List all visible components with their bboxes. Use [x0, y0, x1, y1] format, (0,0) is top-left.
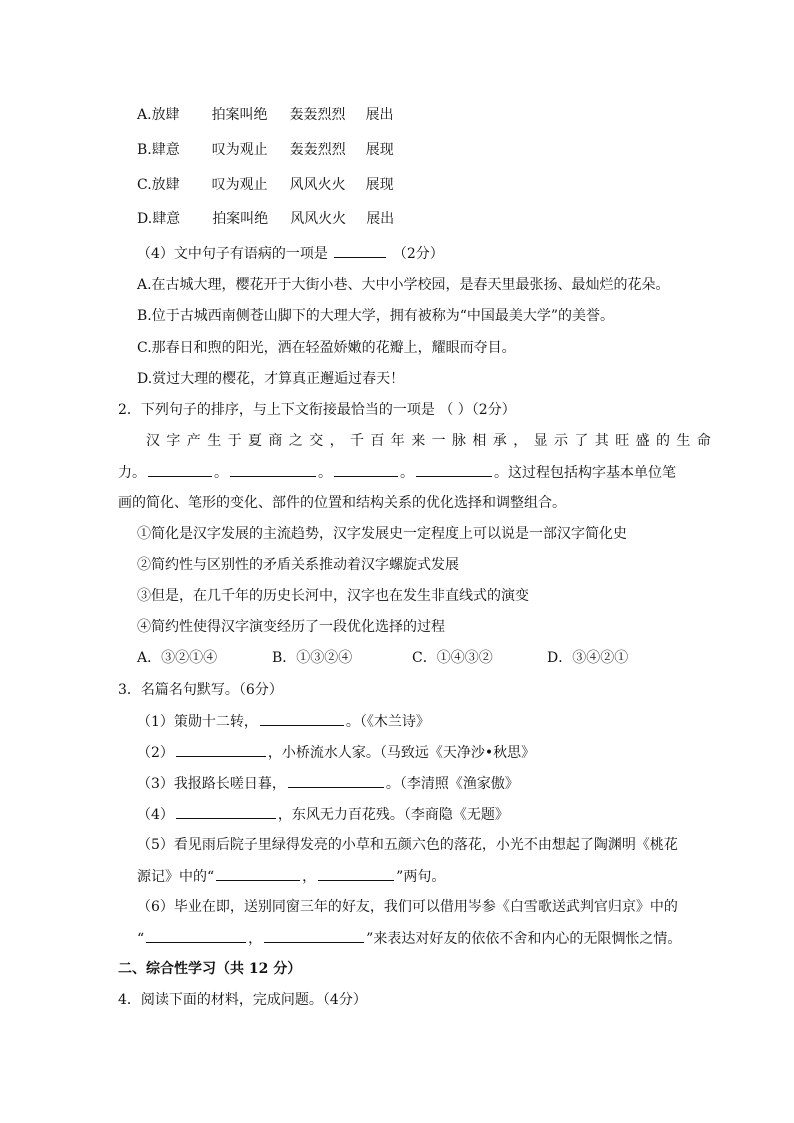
choice-word-1: 放肆: [151, 177, 180, 193]
sentence-text: （4）: [137, 807, 174, 823]
q2-paragraph-line-2: [118, 462, 676, 483]
choice-word-2: 拍案叫绝: [212, 211, 269, 227]
sentence-text: 。（《木兰诗》: [345, 714, 430, 730]
sentence-text: ，小桥流水人家。（马致远《天净沙•秋思》: [267, 745, 536, 761]
choice-letter: C.: [137, 177, 152, 193]
sentence-text: ”来表达对好友的依依不舍和内心的无限惆怅之情。: [366, 931, 682, 947]
order-blank-2[interactable]: [230, 462, 316, 477]
q2-answer-choices: [137, 648, 628, 668]
fill-blank[interactable]: [288, 773, 384, 788]
order-blank-1[interactable]: [148, 462, 212, 477]
paragraph-text: 。: [400, 465, 414, 481]
sentence-text: “: [137, 931, 145, 947]
answer-choice-c[interactable]: C．①④③②: [412, 650, 493, 666]
sentence-text: ”两句。: [396, 869, 446, 885]
choice-row-a: [137, 105, 394, 125]
choice-word-1: 放肆: [151, 107, 180, 123]
choice-word-2: 拍案叫绝: [211, 107, 268, 123]
choice-word-2: 叹为观止: [211, 177, 268, 193]
q3-sentence-3: [137, 773, 519, 794]
fill-blank[interactable]: [216, 866, 300, 881]
choice-word-4: 展现: [365, 177, 394, 193]
sentence-text: （3）我报路长嗟日暮，: [137, 776, 286, 792]
answer-blank[interactable]: [334, 243, 386, 258]
q3-sentence-1: [137, 711, 430, 732]
question-text: （4）文中句子有语病的一项是: [137, 246, 328, 262]
sentence-text: ，: [302, 869, 317, 885]
fill-blank[interactable]: [264, 928, 364, 943]
sentence-text: ，东风无力百花残。（李商隐《无题》: [277, 807, 509, 823]
q3-sentence-6-line-2: [137, 928, 681, 949]
choice-letter: D.: [137, 211, 153, 227]
q3-sentence-6-line-1: （6）毕业在即，送别同窗三年的好友，我们可以借用岑参《白雪歌送武判官归京》中的: [137, 899, 678, 915]
fill-blank[interactable]: [176, 742, 266, 757]
answer-choice-a[interactable]: A．③②①④: [137, 650, 218, 666]
paragraph-text: 力。: [118, 465, 146, 481]
choice-word-1: 肆意: [151, 142, 180, 158]
q4-option-c: C.那春日和煦的阳光，洒在轻盈娇嫩的花瓣上，耀眼而夺目。: [137, 340, 516, 356]
q2-item-3: ③但是，在几千年的历史长河中，汉字也在发生非直线式的演变: [137, 588, 529, 604]
sentence-text: ，: [248, 931, 263, 947]
q2-item-1: ①简化是汉字发展的主流趋势，汉字发展史一定程度上可以说是一部汉字简化史: [137, 526, 627, 542]
q2-paragraph-line-1: 汉字产生于夏商之交，千百年来一脉相承，显示了其旺盛的生命: [146, 433, 718, 449]
choice-word-3: 轰轰烈烈: [289, 142, 346, 158]
choice-word-3: 风风火火: [290, 211, 347, 227]
choice-word-4: 展出: [366, 211, 395, 227]
answer-choice-d[interactable]: D．③④②①: [547, 650, 629, 666]
order-blank-3[interactable]: [334, 462, 398, 477]
q4-option-a: A.在古城大理，樱花开于大街小巷、大中小学校园，是春天里最张扬、最灿烂的花朵。: [137, 277, 670, 293]
section-2-title: 二、综合性学习（共 12 分）: [118, 961, 302, 977]
fill-blank[interactable]: [260, 711, 344, 726]
q3-sentence-5-line-1: （5）看见雨后院子里绿得发亮的小草和五颜六色的落花，小光不由想起了陶渊明《桃花: [137, 837, 678, 853]
q4-option-b: B.位于古城西南侧苍山脚下的大理大学，拥有被称为“中国最美大学”的美誉。: [137, 308, 615, 324]
paragraph-text: 。这过程包括构字基本单位笔: [494, 465, 676, 481]
choice-letter: A.: [137, 107, 152, 123]
question-2-stem: 2．下列句子的排序，与上下文衔接最恰当的一项是 （ ）（2分）: [118, 402, 516, 418]
choice-word-4: 展出: [365, 107, 394, 123]
q4-option-d: D.赏过大理的樱花，才算真正邂逅过春天！: [137, 371, 405, 387]
sentence-text: 。（李清照《渔家傲》: [385, 776, 519, 792]
q2-paragraph-line-3: 画的简化、笔形的变化、部件的位置和结构关系的优化选择和调整组合。: [118, 495, 566, 511]
sentence-text: （2）: [137, 745, 174, 761]
order-blank-4[interactable]: [416, 462, 492, 477]
choice-row-c: [137, 175, 394, 195]
question-score: （2分）: [392, 246, 444, 262]
choice-word-4: 展现: [365, 142, 394, 158]
question-4-section2-stem: 4．阅读下面的材料，完成问题。（4分）: [118, 992, 367, 1008]
q3-sentence-5-line-2: [137, 866, 445, 887]
choice-word-3: 风风火火: [289, 177, 346, 193]
choice-row-d: [137, 209, 394, 229]
choice-letter: B.: [137, 142, 152, 158]
paragraph-text: 。: [214, 465, 228, 481]
question-3-stem: 3．名篇名句默写。（6分）: [118, 682, 283, 698]
fill-blank[interactable]: [318, 866, 394, 881]
fill-blank[interactable]: [146, 928, 246, 943]
fill-blank[interactable]: [176, 804, 276, 819]
choice-word-3: 轰轰烈烈: [289, 107, 346, 123]
q2-item-2: ②简约性与区别性的矛盾关系推动着汉字螺旋式发展: [137, 557, 459, 573]
choice-word-1: 肆意: [152, 211, 181, 227]
question-4-stem: [137, 243, 444, 264]
choice-word-2: 叹为观止: [211, 142, 268, 158]
answer-choice-b[interactable]: B．①③②④: [272, 650, 353, 666]
q3-sentence-2: [137, 742, 535, 763]
q2-item-4: ④简约性使得汉字演变经历了一段优化选择的过程: [137, 619, 445, 635]
paragraph-text: 。: [318, 465, 332, 481]
q3-sentence-4: [137, 804, 509, 825]
sentence-text: 源记》中的“: [137, 869, 215, 885]
sentence-text: （1）策勋十二转，: [137, 714, 258, 730]
choice-row-b: [137, 140, 394, 160]
